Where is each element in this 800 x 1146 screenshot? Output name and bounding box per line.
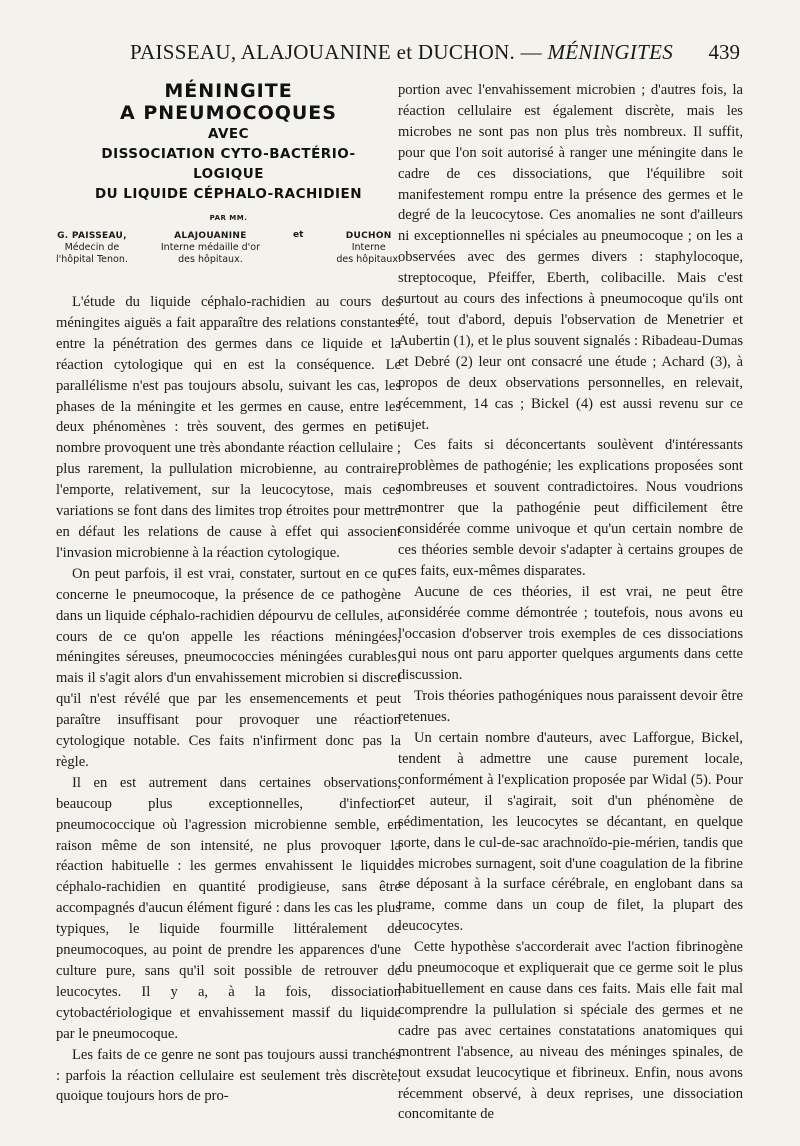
running-head — [130, 40, 673, 65]
paragraph: Trois théories pathogéniques nous paraissent devoir être retenues. — [398, 688, 743, 726]
left-column — [56, 80, 401, 1107]
left-body-text — [56, 292, 401, 1107]
running-head-authors: PAISSEAU, ALAJOUANINE et DUCHON. — — [130, 40, 542, 64]
author-name: G. PAISSEAU, — [57, 231, 127, 241]
author-list — [56, 230, 401, 266]
paragraph: Les faits de ce genre ne sont pas toujours aussi tranchés : parfois la réaction cellulaire est seulement très discrète, quoique toujours hors de pro- — [56, 1046, 401, 1105]
author-place: des hôpitaux. — [178, 254, 243, 265]
author-role: Médecin de — [64, 242, 120, 253]
paragraph: Ces faits si déconcertants soulèvent d'intéressants problèmes de pathogénie; les explications proposées sont nombreuses et souvent contradictoires. Nous voudrions montrer que la pathogénie peut difficilement être considérée comme univoque et qu'un certain nombre de ces théories semble devoir s'adapter à certains groupes de ces faits, eux-mêmes disparates. — [398, 437, 743, 579]
title-line-1: MÉNINGITE — [164, 80, 293, 102]
paragraph: Un certain nombre d'auteurs, avec Lafforgue, Bickel, tendent à admettre une cause purement locale, conformément à l'explication proposée par Widal (5). Pour cet auteur, il s'agirait, soit d'un phénomène de sédimentation, les leucocytes se décantant, en quelque sorte, dans le cul-de-sac arachnoïdo-pie-mérien, tandis que les microbes surnagent, soit d'une coagulation de la fibrine se déposant à la surface cérébrale, en englobant dans sa trame, comme dans un coup de filet, la plupart des leucocytes. — [398, 730, 743, 935]
title-line-6: DU LIQUIDE CÉPHALO-RACHIDIEN — [94, 186, 363, 202]
author-name: ALAJOUANINE — [174, 231, 247, 241]
author-place: des hôpitaux. — [336, 254, 401, 265]
title-line-3: AVEC — [207, 126, 250, 142]
right-column — [398, 80, 743, 1125]
author-conjunction: et — [293, 230, 304, 240]
paragraph: Cette hypothèse s'accorderait avec l'action fibrinogène du pneumocoque et expliquerait que ce germe soit le plus habituellement en cause dans ces faits. Mais elle fait mal comprendre la pullulation si spéciale des germes et ne cadre pas avec certaines constatations anatomiques qui montrent l'absence, au niveau des méninges spinales, de tout exsudat leucocytique et fibrineux. Enfin, nous avons récemment observé, à deux reprises, une dissociation concomitante de — [398, 939, 743, 1123]
author-place: l'hôpital Tenon. — [56, 254, 128, 265]
author-paisseau — [56, 230, 128, 266]
author-name: DUCHON — [345, 231, 392, 241]
article-title — [56, 80, 401, 204]
author-duchon — [336, 230, 401, 266]
title-line-4: DISSOCIATION CYTO-BACTÉRIO- — [101, 146, 356, 162]
title-line-5: LOGIQUE — [193, 166, 264, 182]
paragraph: Il en est autrement dans certaines observations, beaucoup plus exceptionnelles, d'infection pneumococcique où l'agression microbienne semble, en raison même de son intensité, ne plus provoquer la réaction habituelle : les germes envahissent le liquide céphalo-rachidien en quantité prodigieuse, sans être accompagnés d'aucun élément figuré : dans les cas les plus typiques, le liquide fourmille littéralement de pneumocoques, au point de prendre les apparences d'une culture pure, sans qu'il soit possible de retrouver de leucocytes. Il y a, à la fois, dissociation cytobactériologique et envahissement massif du liquide par le pneumocoque. — [56, 774, 401, 1042]
page-number: 439 — [708, 40, 740, 64]
paragraph: portion avec l'envahissement microbien ; d'autres fois, la réaction cellulaire est également discrète, mais les microbes ne sont pas non plus très nombreux. Il suffit, pour que l'on soit autorisé à ranger une méningite dans le cadre de ces dissociations, que l'équilibre soit manifestement rompu entre la présence des germes et le degré de la leucocytose. Ces anomalies ne sont d'ailleurs ni exceptionnelles ni spéciales au pneumocoque ; on les a observées avec des germes divers : staphylocoque, streptocoque, Pfeiffer, Eberth, colibacille. Mais c'est surtout au cours des infections à pneumocoque qu'ils ont été, tout d'abord, depuis l'observation de Menetrier et Aubertin (1), et le plus souvent signalés : Ribadeau-Dumas et Debré (2) leur ont consacré une étude ; Achard (3), à propos de deux observations personnelles, en relevait, récemment, 14 cas ; Bickel (4) est aussi revenu sur ce sujet. — [398, 82, 743, 433]
paragraph: L'étude du liquide céphalo-rachidien au cours des méningites aiguës a fait apparaître des relations constantes entre la pénétration des germes dans ce liquide et la réaction cytologique qui en est la conséquence. Le parallélisme n'est pas toujours absolu, suivant les cas, les phases de la méningite et les germes en cause, entre les deux phénomènes : très souvent, des germes en petit nombre provoquent une très abondante réaction cellulaire ; plus rarement, la pullulation microbienne, au contraire, l'emporte, relativement, sur la leucocytose, mais ces variations se font dans des limites trop étroites pour mettre en défaut les relations de cause à effet qui associent l'invasion microbienne à la réaction cytologique. — [56, 294, 401, 561]
right-body-text — [398, 80, 743, 1125]
author-alajouanine — [161, 230, 260, 266]
title-line-2: A PNEUMOCOQUES — [120, 102, 337, 124]
running-header — [60, 40, 740, 70]
paragraph: On peut parfois, il est vrai, constater, surtout en ce qui concerne le pneumocoque, la présence de ce pathogène dans un liquide céphalo-rachidien dépourvu de cellules, au cours de ce qu'on appelle les réactions méningées, méningites séreuses, pneumococcies méningées curables; mais il s'agit alors d'un envahissement microbien si discret qu'il n'est révélé que par les ensemencements et peut paraître insuffisant pour provoquer une réaction cytologique notable. Ces faits n'infirment donc pas la règle. — [56, 565, 401, 770]
running-head-topic: MÉNINGITES — [547, 40, 673, 64]
author-role: Interne médaille d'or — [160, 242, 260, 253]
byline-par-mm: PAR MM. — [209, 214, 248, 222]
paragraph: Aucune de ces théories, il est vrai, ne peut être considérée comme démontrée ; toutefois, nous avons eu l'occasion d'observer trois exemples de ces dissociations qui nous ont paru apporter quelques arguments dans cette discussion. — [398, 583, 743, 684]
author-role: Interne — [351, 242, 386, 253]
